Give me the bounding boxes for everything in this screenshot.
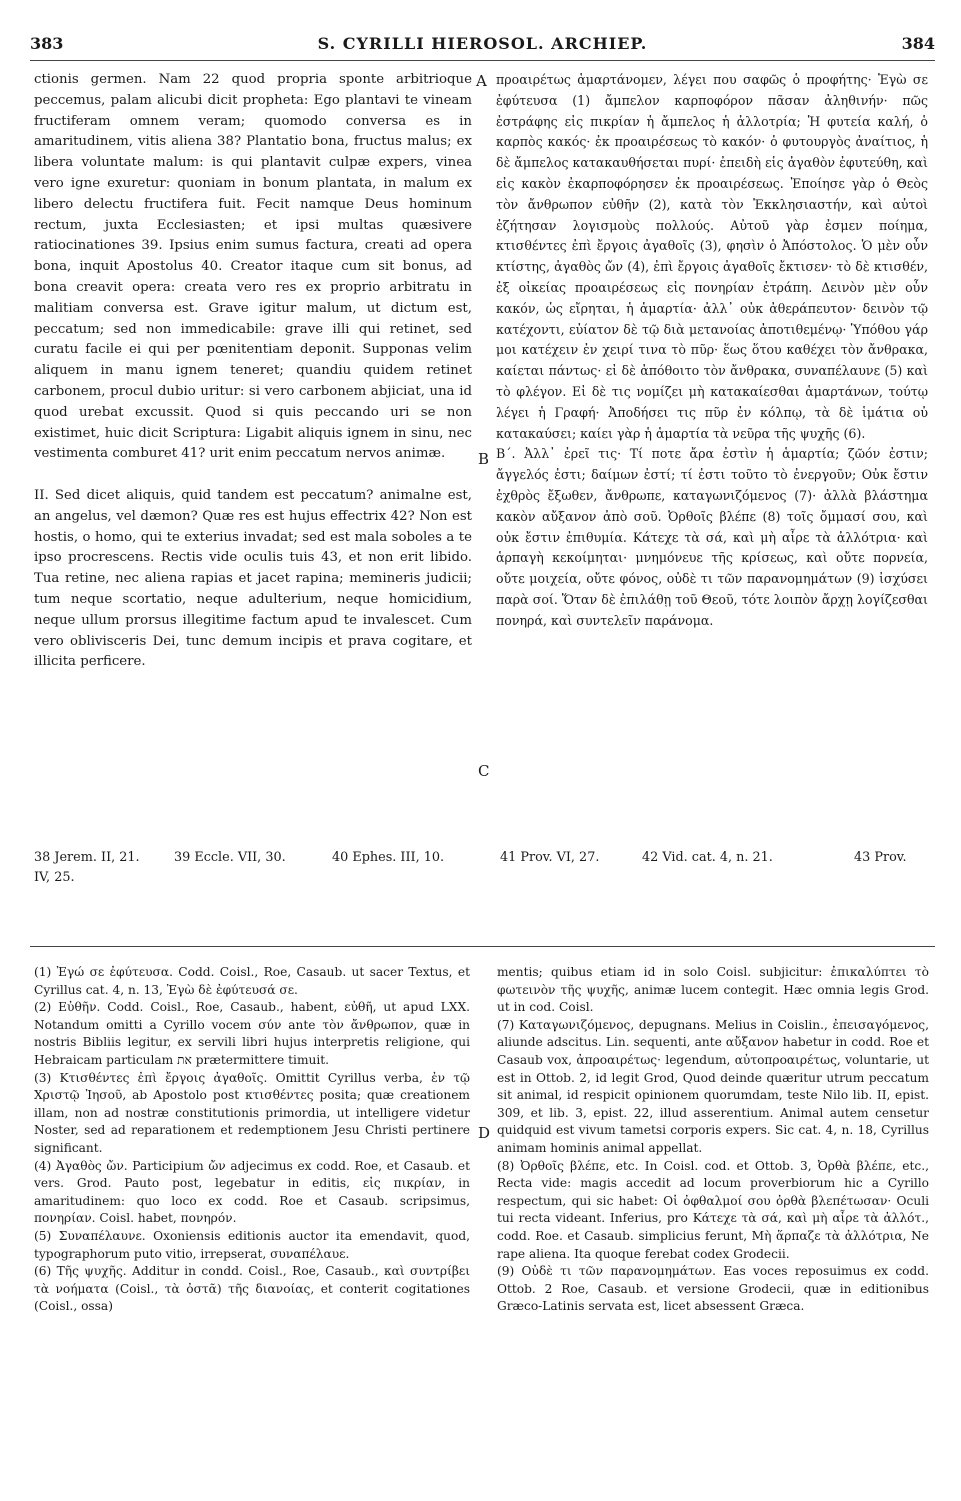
greek-column: προαιρέτως ἁμαρτάνομεν, λέγει που σαφῶς ὁ προφήτης· Ἐγὼ σε ἐφύτευσα (1) ἄμπελον καρποφόρον πᾶσαν ἀληθινήν· πῶς ἐστράφης εἰς πικρίαν ἡ ἄμπελος ἡ ἀλλοτρία; Ἡ φυτεία καλή, ὁ καρπὸς κακός· ἐκ προαιρέσεως τὸ κακόν· ὁ φυτουργὸς ἀναίτιος, ἡ δὲ ἄμπελος κατακαυθήσεται πυρί· ἐπειδὴ εἰς ἀγαθὸν ἐφυτεύθη, καὶ εἰς κακὸν ἐκαρποφόρησεν ἐκ προαιρέσεως. Ἐποίησε γὰρ ὁ Θεὸς τὸν ἄνθρωπον εὐθῆν (2), κατὰ τὸν Ἐκκλησιαστήν, καὶ αὐτοὶ ἐζήτησαν λογισμοὺς πολλούς. Αὐτοῦ γὰρ ἐσμεν ποίημα, κτισθέντες ἐπὶ ἔργοις ἀγαθοῖς (3), φησὶν ὁ Ἀπόστολος. Ὁ μὲν οὖν κτίστης, ἀγαθὸς ὤν (4), ἐπὶ ἔργοις ἀγαθοῖς ἔκτισεν· τὸ δὲ κτισθέν, ἐξ οἰκείας προαιρέσεως εἰς πονηρίαν ἐτράπη. Δεινὸν μὲν οὖν κακόν, ὡς εἴρηται, ἡ ἁμαρτία· ἀλλ᾽ οὐκ ἀθεράπευτον· δεινὸν τῷ κατέχοντι, εὐίατον δὲ τῷ διὰ μετανοίας ἀποτιθεμένῳ· Ὑπόθου γάρ μοι κατέχειν ἐν χειρί τινα τὸ πῦρ· ἕως ὅτου καθέχει τὸν ἄνθρακα, καίεται πάντως· εἰ δὲ ἀπόθοιτο τὸν ἄνθρακα, συναπέλαυνε (5) καὶ τὸ φλέγον. Εἰ δὲ τις νομίζει μὴ κατακαίεσθαι ἁμαρτάνων, τούτῳ λέγει ἡ Γραφή· Ἀποδήσει τις πῦρ ἐν κόλπῳ, τὰ δὲ ἱμάτια οὐ κατακαύσει; καίει γὰρ ἡ ἁμαρτία τὰ νεῦρα τῆς ψυχῆς (6). Β´. Ἀλλ᾽ ἐρεῖ τις· Τί ποτε ἄρα ἐστὶν ἡ ἁμαρτία; ζῶόν ἐστιν; ἄγγελός ἐστι; δαίμων ἐστί; τί ἐστι τοῦτο τὸ ἐνεργοῦν; Οὐκ ἔστιν ἐχθρὸς ἔξωθεν, ἄνθρωπε, καταγωνιζόμενος (7)· ἀλλὰ βλάστημα κακὸν αὔξανον ἀπὸ σοῦ. Ὀρθοῖς βλέπε (8) τοῖς ὄμμασί σου, καὶ οὐκ ἔστιν ἐπιθυμία. Κάτεχε τὰ σά, καὶ μὴ αἶρε τὰ ἀλλότρια· καὶ ἁρπαγὴ κεκοίμηται· μνημόνευε τῆς κρίσεως, καὶ οὔτε πορνεία, οὔτε μοιχεία, οὔτε φόνος, οὐδὲ τι τῶν παρανομημάτων (9) ἰσχύσει παρὰ σοί. Ὅταν δὲ ἐπιλάθῃ τοῦ Θεοῦ, τότε λοιπὸν ἄρχῃ λογίζεσθαι πονηρά, καὶ συντελεῖν παράνομα. [496,72,928,628]
margin-marker-b: B [478,450,490,468]
margin-marker-a: A [476,72,487,90]
page-number-left: 383 [30,34,64,53]
notes-rule [30,946,935,947]
margin-marker-c: C [478,762,490,780]
notes-left-column: (1) Ἐγώ σε ἐφύτευσα. Codd. Coisl., Roe, Casaub. ut sacer Textus, et Cyrillus cat. 4, n. 13, Ἐγὼ δὲ ἐφύτευσά σε. (2) Εὐθῆν. Codd. Coisl., Roe, Casaub., habent, εὐθῆ, ut apud LXX. Notandum omitti a Cyrillo vocem σύν ante τὸν ἄνθρωπον, quæ in nostris Bibliis legitur, ex servili libri hujus interpretis religione, qui Hebraicam particulam את prætermittere timuit. (3) Κτισθέντες ἐπὶ ἔργοις ἀγαθοῖς. Omittit Cyrillus verba, ἐν τῷ Χριστῷ Ἰησοῦ, ab Apostolo post κτισθέντες posita; quæ creationem illam, non ad nostræ constitutionis primordia, ut intelligere videtur Noster, sed ad reparationem et redemptionem Jesu Christi pertinere significant. (4) Ἀγαθὸς ὤν. Participium ὤν adjecimus ex codd. Roe, et Casaub. et vers. Grod. Pauto post, legebatur in editis, εἰς πικρίαν, in amaritudinem: quo loco ex codd. Roe et Casaub. scripsimus, πονηρίαν. Coisl. habet, πονηρόν. (5) Συναπέλαυνε. Oxoniensis editionis auctor ita emendavit, quod, typographorum puto vitio, irrepserat, συναπέλαυε. (6) Τῆς ψυχῆς. Additur in condd. Coisl., Roe, Casaub., καὶ συντρίβει τὰ νοήματα (Coisl., τὰ ὀστᾶ) τῆς διανοίας, et conterit cogitationes (Coisl., ossa) [34,965,470,1314]
reference: 39 Eccle. VII, 30. [174,850,286,865]
reference: 43 Prov. [854,850,907,865]
page-header [30,34,935,60]
reference: 38 Jerem. II, 21. [34,850,140,865]
header-rule [30,60,935,61]
notes-right-column: mentis; quibus etiam id in solo Coisl. subjicitur: ἐπικαλύπτει τὸ φωτεινὸν τῆς ψυχῆς, animæ lucem contegit. Hæc omnia legis Grod. ut in cod. Coisl. (7) Καταγωνιζόμενος, depugnans. Melius in Coislin., ἐπεισαγόμενος, aliunde adscitus. Lin. sequenti, ante αὔξανον habetur in codd. Roe et Casaub vox, ἀπροαιρέτως· legendum, αὐτοπροαιρέτως, voluntarie, ut est in Ottob. 2, id legit Grod, Quod deinde quæritur utrum peccatum sit animal, id respicit opinionem quorumdam, teste Nilo lib. II, epist. 309, et lib. 3, epist. 22, illud asserentium. Animal autem censetur quidquid est vivum tametsi corporis expers. Sic cat. 4, n. 18, Cyrillus animam hominis animal appellat. (8) Ὀρθοῖς βλέπε, etc. In Coisl. cod. et Ottob. 3, Ὀρθὰ βλέπε, etc., Recta vide: magis accedit ad locum proverbiorum hic a Cyrillo respectum, qui sic habet: Οἱ ὀφθαλμοί σου ὀρθὰ βλεπέτωσαν· Oculi tui recta videant. Inferius, pro Κάτεχε τὰ σά, καὶ μὴ αἶρε τὰ ἀλλότ., codd. Roe. et Casaub. simplicius ferunt, Μὴ ἅρπαζε τὰ ἀλλότρια, Ne rape aliena. Ita quoque ferebat codex Grodecii. (9) Οὐδὲ τι τῶν παρανομημάτων. Eas voces reposuimus ex codd. Ottob. 2 Roe, Casaub. et versione Grodecii, quæ in editionibus Græco-Latinis servata est, licet absessent Græca. [497,965,929,1314]
page-number-right: 384 [901,34,935,53]
reference: IV, 25. [34,870,75,885]
reference: 42 Vid. cat. 4, n. 21. [642,850,773,865]
latin-column: ctionis germen. Nam 22 quod propria sponte arbitrioque peccemus, palam alicubi dicit propheta: Ego plantavi te vineam fructiferam omnem veram; quomodo conversa es in amaritudinem, vitis aliena 38? Plantatio bona, fructus malus; ex libera voluntate malum: is qui plantavit culpæ expers, vinea vero igne exuretur: quoniam in bonum plantata, in malum ex libero delectu fructifera fuit. Fecit namque Deus hominum rectum, juxta Ecclesiasten; et ipsi multas quæsivere ratiocinationes 39. Ipsius enim sumus factura, creati ad opera bona, inquit Apostolus 40. Creator itaque cum sit bonus, ad bona creavit opera: creata vero res ex proprio arbitratu in malitiam conversa est. Grave igitur malum, ut dictum est, peccatum; sed non immedicabile: grave illi qui retinet, sed curatu facile ei qui per pœnitentiam deponit. Supponas velim aliquem in manu ignem teneret; quandiu quidem retinet carbonem, procul dubio uritur: si vero carbonem abjiciat, una id quod urebat excussit. Quod si quis peccando uri se non existimet, huic dicit Scriptura: Ligabit aliquis ignem in sinu, nec vestimenta comburet 41? urit enim peccatum nervos animæ. II. Sed dicet aliquis, quid tandem est peccatum? animalne est, an angelus, vel dæmon? Quæ res est hujus effectrix 42? Non est hostis, o homo, qui te exterius invadat; sed est mala soboles a te ipso procrescens. Rectis vide oculis tuis 43, et non erit libido. Tua retine, nec aliena rapias et jacet rapina; memineris judicii; tum neque scortatio, neque adulterium, neque homicidium, neque ullum prorsus illegitime factum apud te invalescet. Cum vero oblivisceris Dei, tunc demum incipis et prava cogitare, et illicita perficere. [34,72,472,670]
margin-marker-d: D [478,1124,491,1142]
running-title: S. CYRILLI HIEROSOL. ARCHIEP. [317,34,648,53]
reference: 41 Prov. VI, 27. [500,850,600,865]
reference: 40 Ephes. III, 10. [332,850,445,865]
